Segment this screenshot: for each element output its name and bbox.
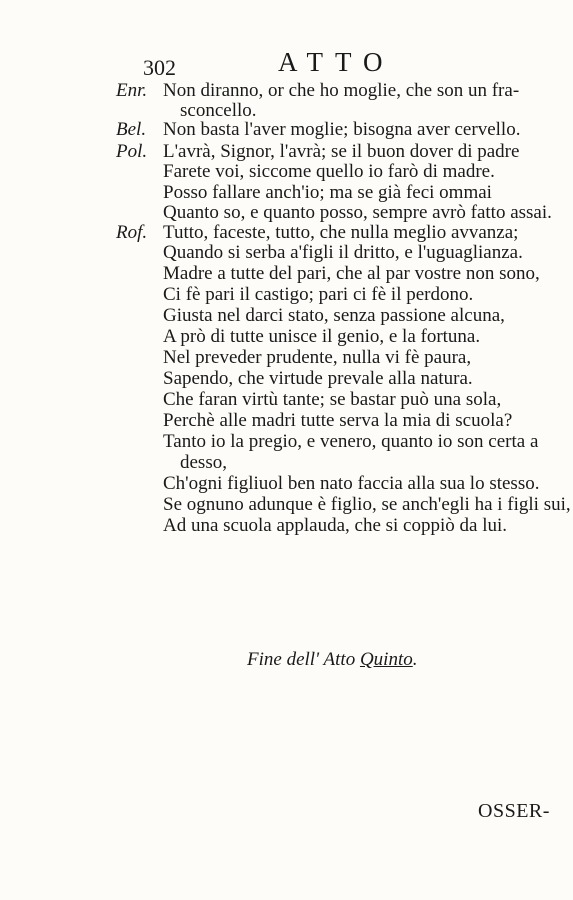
verse-line: Ch'ogni figliuol ben nato faccia alla sua lo stesso. [163, 473, 540, 494]
verse-line: desso, [180, 452, 227, 473]
verse-line: Farete voi, siccome quello io farò di madre. [163, 161, 495, 182]
page-number: 302 [143, 55, 176, 80]
verse-line: Nel preveder prudente, nulla vi fè paura, [163, 347, 472, 368]
verse-line: Sapendo, che virtude prevale alla natura. [163, 368, 473, 389]
verse-line: Non basta l'aver moglie; bisogna aver cervello. [163, 119, 521, 140]
verse-line: Ci fè pari il castigo; pari ci fè il perdono. [163, 284, 474, 305]
verse-line: Perchè alle madri tutte serva la mia di scuola? [163, 410, 513, 431]
speaker-pol: Pol. [116, 141, 148, 162]
act-closing [247, 649, 417, 671]
verse-line: Ad una scuola applauda, che si coppiò da lui. [163, 515, 508, 536]
catchword: OSSER- [478, 800, 550, 822]
verse-line: Non diranno, or che ho moglie, che son un fra- [163, 80, 520, 101]
verse-line: Quanto so, e quanto posso, sempre avrò fatto assai. [163, 202, 552, 223]
verse-line: sconcello. [180, 100, 257, 121]
verse-line: Tanto io la pregio, e venero, quanto io son certa a [163, 431, 539, 452]
speaker-enr: Enr. [116, 80, 148, 101]
running-head: ATTO [278, 47, 395, 77]
verse-line: Tutto, faceste, tutto, che nulla meglio avvanza; [163, 222, 519, 243]
verse-line: Se ognuno adunque è figlio, se anch'egli ha i figli sui, [163, 494, 571, 515]
speaker-bel: Bel. [116, 119, 147, 140]
verse-line: Posso fallare anch'io; ma se già feci ommai [163, 182, 492, 203]
speaker-ros: Rof. [116, 222, 148, 243]
verse-line: A prò di tutte unisce il genio, e la fortuna. [163, 326, 481, 347]
act-closing-lead: Fine dell' Atto [247, 649, 360, 670]
act-closing-tail: . [412, 649, 418, 670]
verse-line: Madre a tutte del pari, che al par vostre non sono, [163, 263, 540, 284]
verse-line: L'avrà, Signor, l'avrà; se il buon dover di padre [163, 141, 520, 162]
verse-line: Giusta nel darci stato, senza passione alcuna, [163, 305, 505, 326]
act-closing-number: Quinto [359, 649, 413, 670]
verse-line: Che faran virtù tante; se bastar può una sola, [163, 389, 502, 410]
verse-line: Quando si serba a'figli il dritto, e l'uguaglianza. [163, 242, 523, 263]
